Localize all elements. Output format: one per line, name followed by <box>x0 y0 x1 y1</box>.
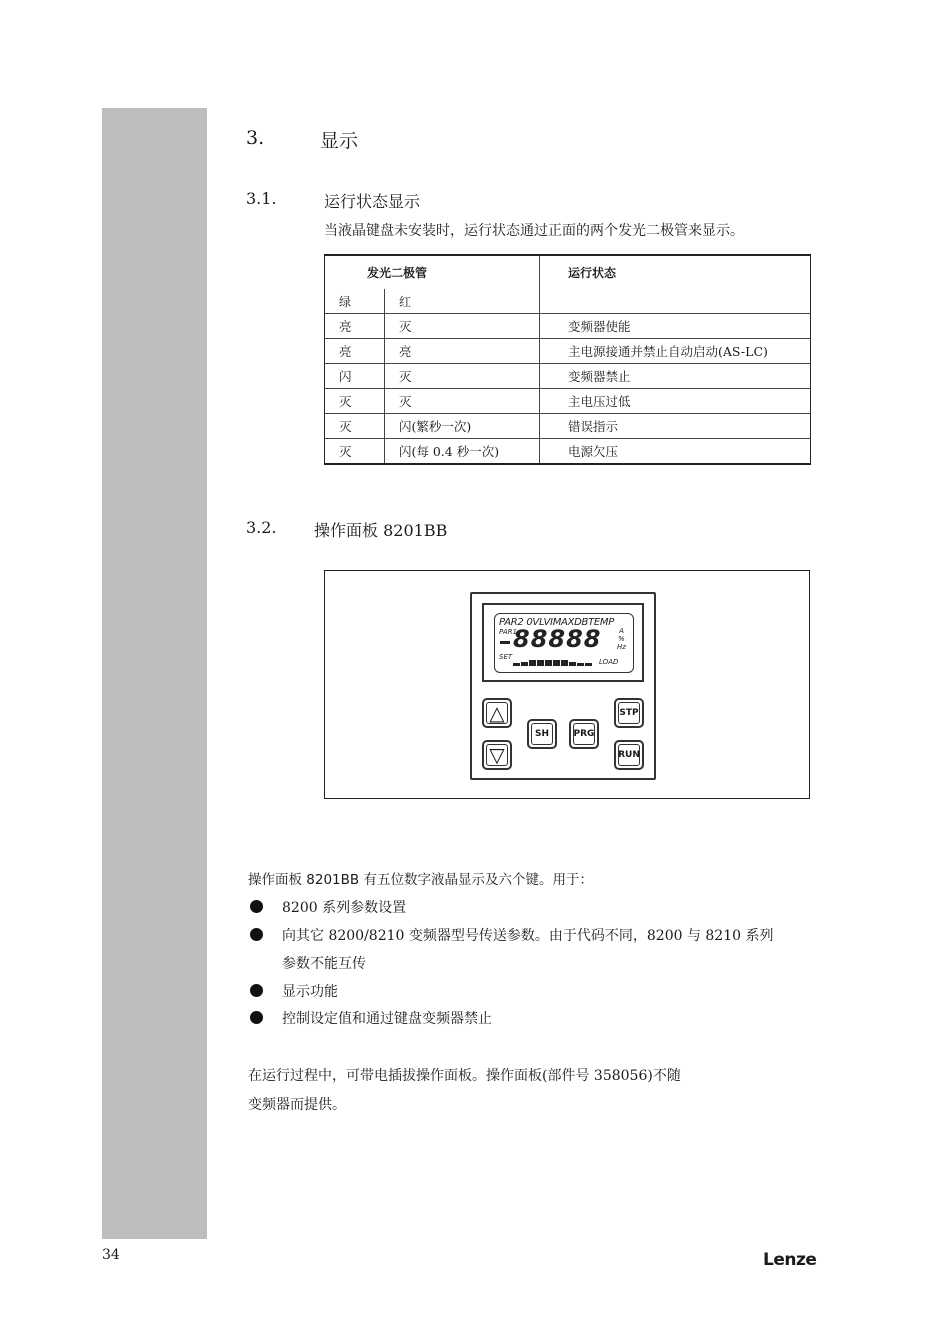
table-row: 灭 闪(每 0.4 秒一次) 电源欠压 <box>325 439 811 465</box>
up-arrow-key <box>482 698 512 728</box>
header-state: 运行状态 <box>540 255 811 289</box>
header-led: 发光二极管 <box>367 266 428 280</box>
lcd-screen <box>494 613 634 673</box>
lcd-units <box>617 627 626 651</box>
side-bar-decoration <box>102 108 207 1239</box>
lcd-unit-hz: Hz <box>617 643 626 651</box>
paragraph-line-2: 变频器而提供。 <box>248 1097 346 1113</box>
subsection-2-title-cn: 操作面板 <box>314 521 379 540</box>
bullet-item: 向其它 8200/8210 变频器型号传送参数。由于代码不同，8200 与 8210 系列 <box>282 928 774 944</box>
subsection-2-number: 3.2. <box>246 518 277 537</box>
bullet-item-continuation: 参数不能互传 <box>282 956 366 972</box>
lcd-unit-a: A <box>619 627 624 635</box>
brand-logo: Lenze <box>763 1250 817 1270</box>
table-row: 亮 灭 变频器使能 <box>325 314 811 339</box>
lcd-load-bargraph <box>513 660 592 666</box>
subsection-2-title-model: 8201BB <box>383 521 448 540</box>
header-red: 红 <box>385 289 540 314</box>
header-green: 绿 <box>339 294 352 309</box>
bullet-item: 控制设定值和通过键盘变频器禁止 <box>282 1011 492 1027</box>
subsection-2-title <box>314 518 447 541</box>
lcd-frame <box>482 603 644 682</box>
lcd-minus-segment <box>500 641 510 644</box>
table-row: 灭 灭 主电压过低 <box>325 389 811 414</box>
section-title: 显示 <box>320 130 359 152</box>
bullet-icon <box>250 984 263 997</box>
sh-key: SH <box>527 719 557 749</box>
lcd-digits: 88888 <box>513 625 602 653</box>
lcd-par1: PAR1 <box>499 628 517 636</box>
subsection-1-title: 运行状态显示 <box>324 192 421 211</box>
section-number: 3. <box>246 127 265 149</box>
table-row: 灭 闪(繁秒一次) 错误指示 <box>325 414 811 439</box>
stp-key: STP <box>614 698 644 728</box>
bullet-icon <box>250 928 263 941</box>
paragraph-line-1: 在运行过程中，可带电插拔操作面板。操作面板(部件号 358056)不随 <box>248 1068 681 1084</box>
subsection-1-intro: 当液晶键盘未安装时，运行状态通过正面的两个发光二极管来显示。 <box>324 223 744 239</box>
lcd-load: LOAD <box>599 658 619 666</box>
down-arrow-icon: ▽ <box>489 743 505 767</box>
page-number: 34 <box>102 1247 120 1263</box>
table-row: 亮 亮 主电源接通并禁止自动启动(AS-LC) <box>325 339 811 364</box>
lcd-set: SET <box>499 653 513 661</box>
prg-key: PRG <box>569 719 599 749</box>
up-arrow-icon: △ <box>489 701 505 725</box>
lcd-top-indicators: PAR2 0VLVIMAXDBTEMP <box>499 617 614 628</box>
bullet-icon <box>250 900 263 913</box>
lcd-unit-percent: % <box>618 635 625 643</box>
led-status-table <box>324 254 811 465</box>
bullet-item: 8200 系列参数设置 <box>282 900 407 916</box>
table-row: 闪 灭 变频器禁止 <box>325 364 811 389</box>
run-key: RUN <box>614 740 644 770</box>
bullet-icon <box>250 1011 263 1024</box>
down-arrow-key <box>482 740 512 770</box>
bullet-item: 显示功能 <box>282 984 338 1000</box>
subsection-1-number: 3.1. <box>246 189 277 208</box>
keypad-description-lead: 操作面板 8201BB 有五位数字液晶显示及六个键。用于： <box>248 872 593 888</box>
keypad-illustration <box>470 592 656 780</box>
